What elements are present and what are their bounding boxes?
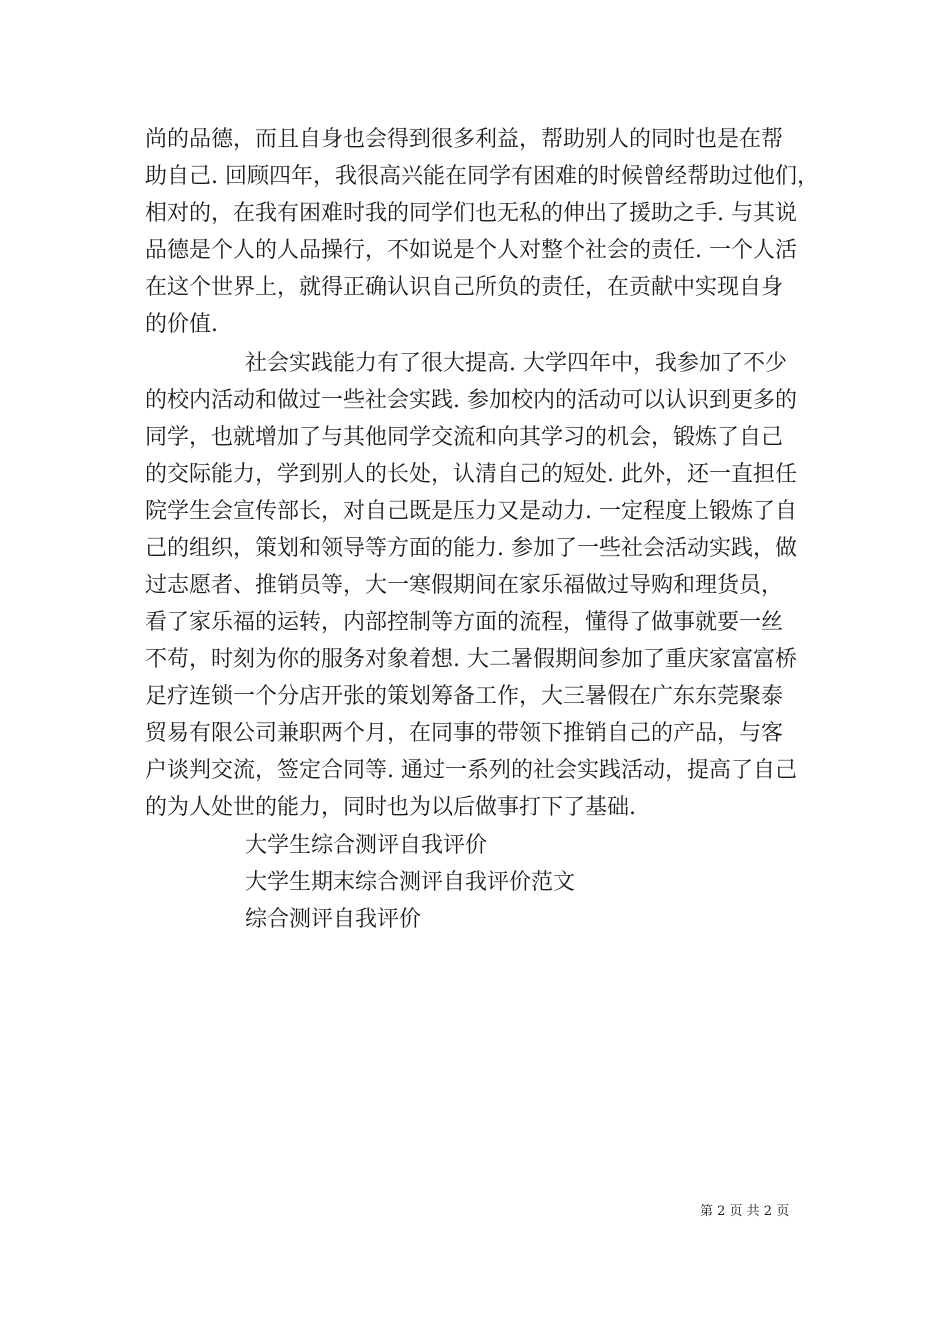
paragraph-line: 过志愿者、推销员等，大一寒假期间在家乐福做过导购和理货员， bbox=[145, 573, 784, 598]
paragraph-line: 贸易有限公司兼职两个月，在同事的带领下推销自己的产品，与客 bbox=[145, 721, 784, 746]
paragraph-line: 同学，也就增加了与其他同学交流和向其学习的机会，锻炼了自己 bbox=[145, 425, 784, 450]
paragraph-line: 相对的，在我有困难时我的同学们也无私的伸出了援助之手. 与其说 bbox=[145, 201, 797, 226]
page-indicator: 第 2 页 共 2 页 bbox=[700, 1204, 790, 1219]
paragraph-line: 户谈判交流，签定合同等. 通过一系列的社会实践活动，提高了自己 bbox=[145, 758, 797, 783]
related-link[interactable]: 大学生综合测评自我评价 bbox=[245, 833, 488, 858]
paragraph-line: 在这个世界上，就得正确认识自己所负的责任，在贡献中实现自身 bbox=[145, 275, 784, 300]
paragraph-line: 品德是个人的人品操行，不如说是个人对整个社会的责任. 一个人活 bbox=[145, 238, 797, 263]
related-link[interactable]: 综合测评自我评价 bbox=[245, 907, 422, 932]
related-link[interactable]: 大学生期末综合测评自我评价范文 bbox=[245, 870, 576, 895]
paragraph-line: 社会实践能力有了很大提高. 大学四年中，我参加了不少 bbox=[245, 351, 787, 376]
paragraph-line: 足疗连锁一个分店开张的策划筹备工作，大三暑假在广东东莞聚泰 bbox=[145, 684, 784, 709]
paragraph-line: 的为人处世的能力，同时也为以后做事打下了基础. bbox=[145, 795, 636, 820]
paragraph-line: 的价值. bbox=[145, 312, 218, 337]
paragraph-line: 的交际能力，学到别人的长处，认清自己的短处. 此外，还一直担任 bbox=[145, 462, 797, 487]
paragraph-line: 不苟，时刻为你的服务对象着想. 大二暑假期间参加了重庆家富富桥 bbox=[145, 647, 797, 672]
paragraph-line: 的校内活动和做过一些社会实践. 参加校内的活动可以认识到更多的 bbox=[145, 388, 797, 413]
paragraph-line: 助自己. 回顾四年，我很高兴能在同学有困难的时候曾经帮助过他们， bbox=[145, 164, 819, 189]
paragraph-line: 看了家乐福的运转，内部控制等方面的流程，懂得了做事就要一丝 bbox=[145, 610, 784, 635]
paragraph-line: 院学生会宣传部长，对自己既是压力又是动力. 一定程度上锻炼了自 bbox=[145, 499, 797, 524]
paragraph-line: 尚的品德，而且自身也会得到很多利益，帮助别人的同时也是在帮 bbox=[145, 127, 784, 152]
paragraph-line: 己的组织，策划和领导等方面的能力. 参加了一些社会活动实践，做 bbox=[145, 536, 797, 561]
